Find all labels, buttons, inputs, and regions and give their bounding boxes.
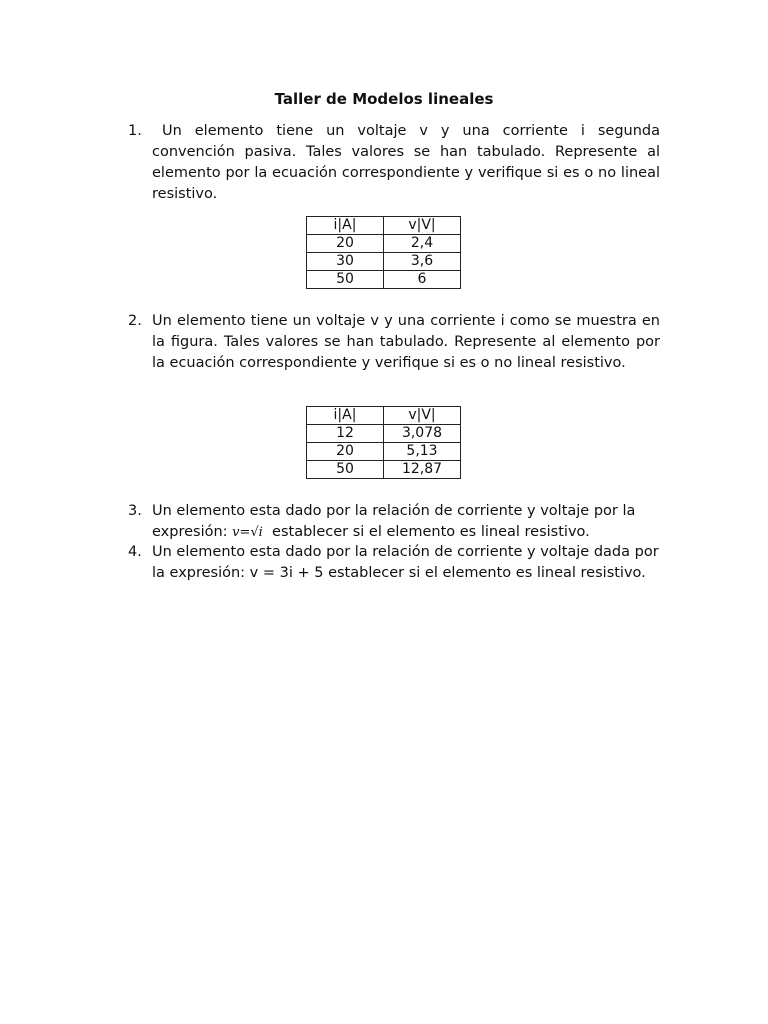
cell-current: 50 [307, 271, 384, 289]
exercise-number: 4. [128, 544, 142, 560]
table-row [307, 253, 461, 271]
data-table-2 [306, 406, 461, 479]
exercise-number: 3. [128, 503, 142, 519]
cell-voltage: 5,13 [384, 443, 461, 461]
exercise-text: Un elemento tiene un voltaje v y una corriente i segunda convención pasiva. Tales valores se han tabulado. Represente al elemento por la ecuación correspondiente y verifique si es o no lineal resistivo. [152, 123, 660, 202]
table-row [307, 271, 461, 289]
exercise-text [152, 501, 660, 543]
exercise-number: 2. [128, 313, 142, 329]
table-row [307, 425, 461, 443]
cell-voltage: 12,87 [384, 461, 461, 479]
math-expression: v=√i [232, 525, 263, 540]
exercise-number: 1. [128, 123, 142, 139]
exercise-text-before: Un elemento esta dado por la relación de corriente y voltaje por la expresión: [152, 503, 636, 540]
column-header-voltage: v|V| [384, 407, 461, 425]
column-header-voltage: v|V| [384, 217, 461, 235]
table-row [307, 461, 461, 479]
exercise-text: Un elemento tiene un voltaje v y una corriente i como se muestra en la figura. Tales valores se han tabulado. Represente al elemento por la ecuación correspondiente y verifique si es o no lineal resistivo. [152, 313, 660, 371]
exercise-text: Un elemento esta dado por la relación de corriente y voltaje dada por la expresión: v = 3i + 5 establecer si el elemento es lineal resistivo. [152, 544, 659, 581]
cell-voltage: 6 [384, 271, 461, 289]
cell-current: 20 [307, 235, 384, 253]
table-row [307, 443, 461, 461]
exercise-3 [128, 501, 660, 543]
page-title: Taller de Modelos lineales [274, 90, 494, 108]
table-header-row [307, 407, 461, 425]
data-table-1 [306, 216, 461, 289]
cell-current: 12 [307, 425, 384, 443]
column-header-current: i|A| [307, 217, 384, 235]
column-header-current: i|A| [307, 407, 384, 425]
exercise-2 [128, 311, 660, 374]
table-row [307, 235, 461, 253]
cell-current: 50 [307, 461, 384, 479]
table-header-row [307, 217, 461, 235]
cell-voltage: 3,6 [384, 253, 461, 271]
exercise-4 [128, 542, 660, 584]
cell-voltage: 2,4 [384, 235, 461, 253]
cell-voltage: 3,078 [384, 425, 461, 443]
exercise-1 [128, 121, 660, 205]
cell-current: 20 [307, 443, 384, 461]
cell-current: 30 [307, 253, 384, 271]
exercise-text-after: establecer si el elemento es lineal resistivo. [262, 524, 590, 540]
